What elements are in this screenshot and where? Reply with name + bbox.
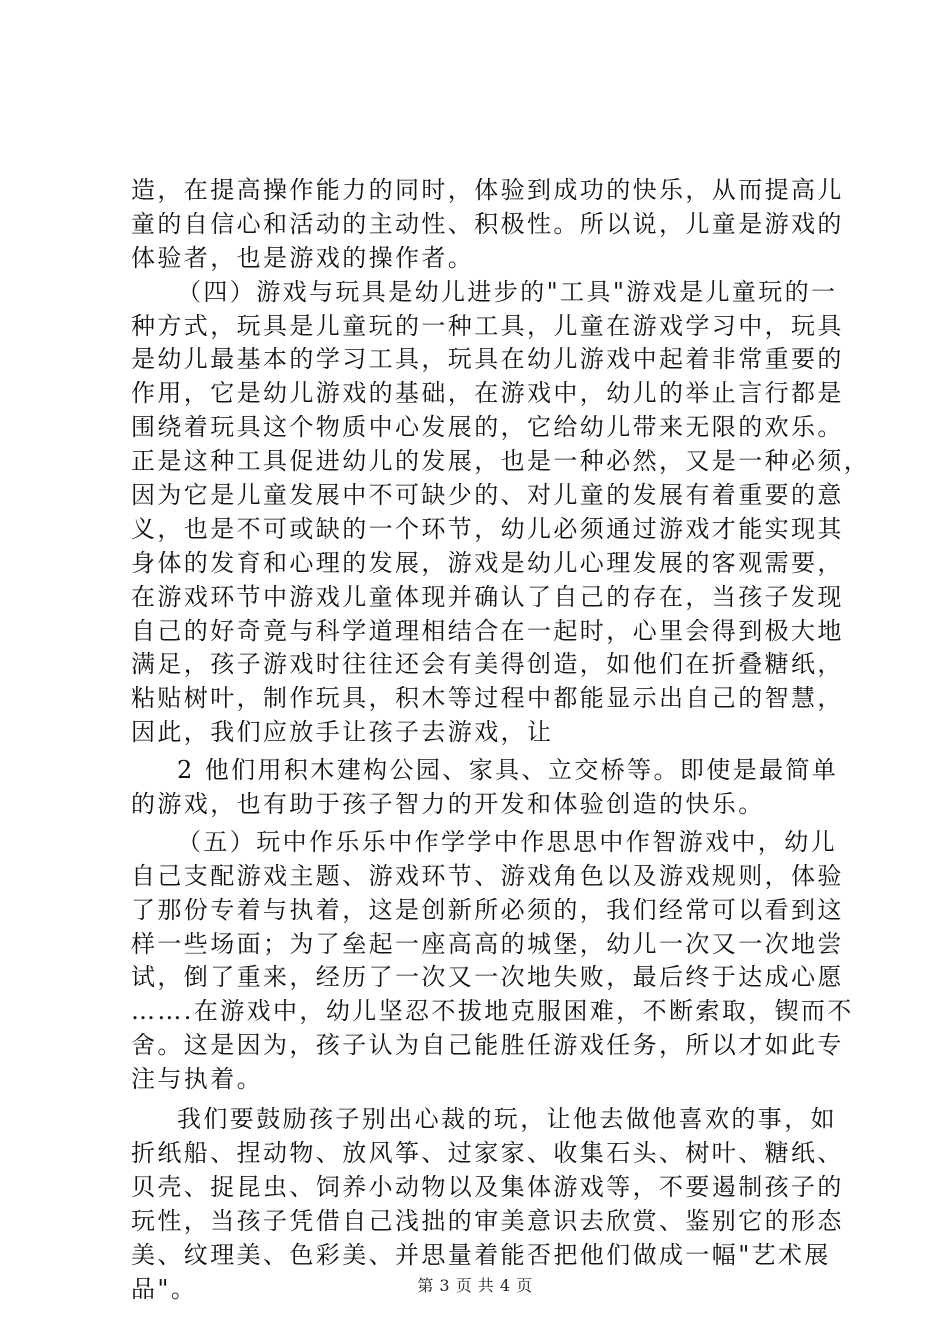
- paragraph-start-line: （五）玩中作乐乐中作学学中作思思中作智游戏中，幼儿: [177, 827, 837, 856]
- text-line: 是幼儿最基本的学习工具，玩具在幼儿游戏中起着非常重要的: [131, 345, 844, 374]
- text-line: 正是这种工具促进幼儿的发展，也是一种必然，又是一种必须，: [131, 447, 871, 476]
- text-line: 贝壳、捉昆虫、饲养小动物以及集体游戏等，不要遏制孩子的: [131, 1172, 844, 1201]
- text-line: 种方式，玩具是儿童玩的一种工具，儿童在游戏学习中，玩具: [131, 311, 844, 340]
- text-line: 自己支配游戏主题、游戏环节、游戏角色以及游戏规则，体验: [131, 861, 844, 890]
- text-line: 围绕着玩具这个物质中心发展的，它给幼儿带来无限的欢乐。: [131, 413, 844, 442]
- paragraph-start-line: 我们要鼓励孩子别出心裁的玩，让他去做他喜欢的事，如: [177, 1105, 837, 1134]
- text-line: 因为它是儿童发展中不可缺少的、对儿童的发展有着重要的意: [131, 481, 844, 510]
- text-line: 在游戏环节中游戏儿童体现并确认了自己的存在，当孩子发现: [131, 582, 844, 611]
- text-line: 作用，它是幼儿游戏的基础，在游戏中，幼儿的举止言行都是: [131, 379, 844, 408]
- text-line: 满足，孩子游戏时往往还会有美得创造，如他们在折叠糖纸，: [131, 650, 844, 679]
- text-line: 美、纹理美、色彩美、并思量着能否把他们做成一幅"艺术展: [131, 1240, 831, 1269]
- text-line: 了那份专着与执着，这是创新所必须的，我们经常可以看到这: [131, 895, 844, 924]
- body-text: [131, 174, 871, 1306]
- text-line: 样一些场面；为了垒起一座高高的城堡，幼儿一次又一次地尝: [131, 929, 844, 958]
- text-line: 品"。: [131, 1274, 198, 1303]
- text-line: 身体的发育和心理的发展，游戏是幼儿心理发展的客观需要，: [131, 548, 844, 577]
- text-line: 因此，我们应放手让孩子去游戏，让: [131, 718, 554, 747]
- text-line: 折纸船、捏动物、放风筝、过家家、收集石头、树叶、糖纸、: [131, 1138, 844, 1167]
- text-line: 自己的好奇竟与科学道理相结合在一起时，心里会得到极大地: [131, 616, 844, 645]
- text-line: 粘贴树叶，制作玩具，积木等过程中都能显示出自己的智慧，: [131, 684, 844, 713]
- text-line: 义，也是不可或缺的一个环节，幼儿必须通过游戏才能实现其: [131, 514, 844, 543]
- text-line: 体验者，也是游戏的操作者。: [131, 243, 475, 272]
- text-line: 玩性，当孩子凭借自己浅拙的审美意识去欣赏、鉴别它的形态: [131, 1206, 844, 1235]
- text-line: 注与执着。: [131, 1065, 263, 1094]
- paragraph-start-line: （四）游戏与玩具是幼儿进步的"工具"游戏是儿童玩的一: [177, 277, 838, 306]
- text-line: 造，在提高操作能力的同时，体验到成功的快乐，从而提高儿: [131, 176, 844, 204]
- text-line: 童的自信心和活动的主动性、积极性。所以说，儿童是游戏的: [131, 209, 844, 238]
- text-line: …….在游戏中，幼儿坚忍不拔地克服困难，不断索取，锲而不: [131, 997, 854, 1026]
- text-line: 试，倒了重来，经历了一次又一次地失败，最后终于达成心愿: [131, 963, 844, 992]
- text-line: 舍。这是因为，孩子认为自己能胜任游戏任务，所以才如此专: [131, 1031, 844, 1060]
- text-line: 的游戏，也有助于孩子智力的开发和体验创造的快乐。: [131, 790, 765, 819]
- paragraph-start-line: 2 他们用积木建构公园、家具、立交桥等。即使是最简单: [177, 756, 839, 785]
- page-footer: 第 3 页 共 4 页: [417, 1276, 533, 1295]
